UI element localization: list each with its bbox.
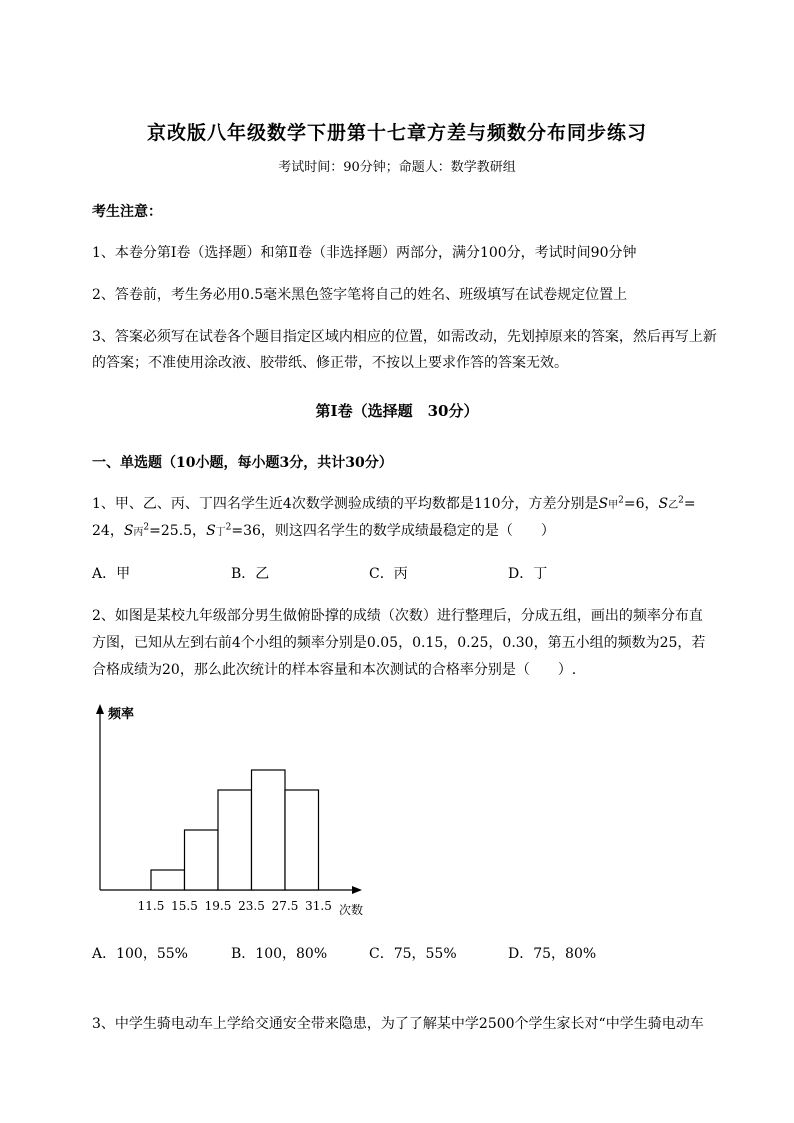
- page-title: 京改版八年级数学下册第十七章方差与频数分布同步练习: [146, 122, 647, 144]
- notice-item: 3、答案必须写在试卷各个题目指定区域内相应的位置，如需改动，先划掉原来的答案，然后再写上新: [92, 329, 717, 345]
- variance-symbol: S: [123, 523, 134, 539]
- histogram-bar: [252, 770, 286, 890]
- x-tick-label: 11.5: [137, 899, 165, 913]
- variance-symbol: S: [206, 523, 216, 539]
- question-2-option-b: B．100，80%: [231, 946, 328, 962]
- histogram-bar: [151, 870, 185, 890]
- x-tick-label: 27.5: [271, 899, 299, 913]
- question-1-option-d: D．丁: [508, 566, 548, 582]
- exam-info: 考试时间：90分钟；命题人：数学教研组: [278, 160, 516, 175]
- variance-symbol: S: [598, 496, 609, 512]
- section-title: 第I卷（选择题 30分）: [315, 402, 479, 420]
- notice-item: 2、答卷前，考生务必用0.5毫米黑色签字笔将自己的姓名、班级填写在试卷规定位置上: [92, 287, 628, 303]
- histogram-bar: [218, 790, 252, 890]
- x-axis-label: 次数: [339, 903, 364, 917]
- question-1-line-1: 1、甲、乙、丙、丁四名学生近4次数学测验成绩的平均数都是110分，方差分别是S甲$^2$=6，S乙$^2$=: [92, 495, 696, 512]
- y-axis-label: 频率: [108, 707, 135, 722]
- x-axis-arrow: [352, 886, 362, 894]
- notice-item: 1、本卷分第I卷（选择题）和第Ⅱ卷（非选择题）两部分，满分100分，考试时间90分钟: [92, 245, 637, 261]
- variance-symbol: S: [658, 496, 669, 512]
- question-1-line-2: 24，S丙$^2$=25.5，S丁$^2$=36，则这四名学生的数学成绩最稳定的是（ ）: [92, 522, 555, 539]
- question-2-line-1: 2、如图是某校九年级部分男生做俯卧撑的成绩（次数）进行整理后，分成五组，画出的频率分布直: [92, 608, 703, 624]
- question-1-option-b: B．乙: [231, 566, 270, 582]
- question-2-option-c: C．75，55%: [369, 946, 457, 962]
- x-tick-label: 19.5: [204, 899, 232, 913]
- part-heading: 一、单选题（10小题，每小题3分，共计30分）: [92, 455, 393, 471]
- x-tick-label: 23.5: [238, 899, 265, 913]
- question-2-option-a: A．100，55%: [92, 946, 188, 962]
- frequency-histogram: [88, 698, 378, 928]
- question-2-line-2: 方图，已知从左到右前4个小组的频率分别是0.05，0.15，0.25，0.30，第五小组的频数为25，若: [92, 635, 706, 651]
- histogram-bar: [185, 830, 219, 890]
- x-tick-label: 31.5: [305, 899, 332, 913]
- y-axis-arrow: [96, 704, 104, 714]
- notice-item-continued: 的答案；不准使用涂改液、胶带纸、修正带，不按以上要求作答的答案无效。: [92, 355, 568, 371]
- question-2-line-3: 合格成绩为20，那么此次统计的样本容量和本次测试的合格率分别是（ ）.: [92, 662, 577, 678]
- question-1-option-a: A．甲: [92, 566, 131, 582]
- notice-heading: 考生注意：: [92, 204, 162, 220]
- histogram-bar: [285, 790, 319, 890]
- x-tick-label: 15.5: [171, 899, 198, 913]
- question-2-option-d: D．75，80%: [508, 946, 597, 962]
- question-1-option-c: C．丙: [369, 566, 408, 582]
- question-3-line-1: 3、中学生骑电动车上学给交通安全带来隐患，为了了解某中学2500个学生家长对“中学生骑电动车: [92, 1016, 704, 1032]
